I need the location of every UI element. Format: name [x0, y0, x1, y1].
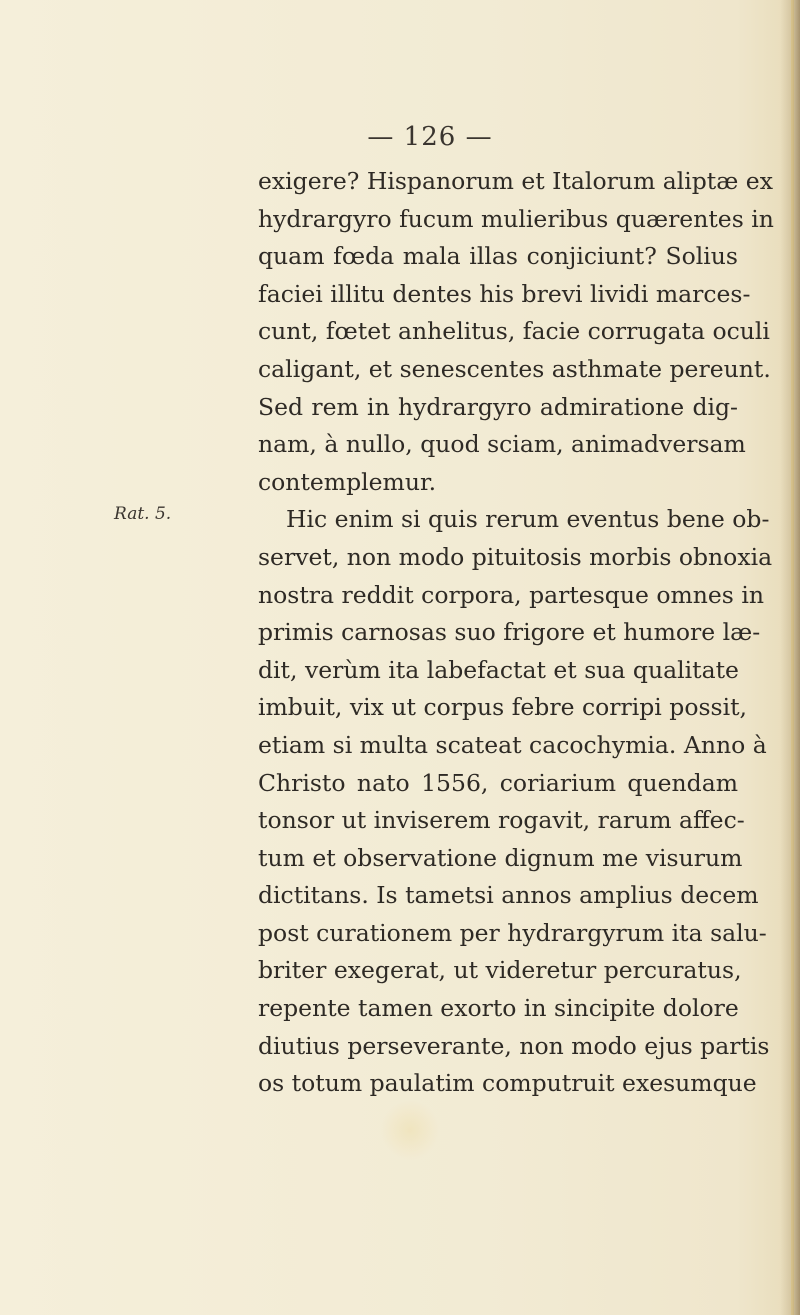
text-line: nam, à nullo, quod sciam, animadversam — [258, 430, 746, 459]
text-line: post curationem per hydrargyrum ita salu- — [258, 918, 767, 947]
text-line: faciei illitu dentes his brevi lividi marces- — [258, 279, 751, 308]
text-line: os totum paulatim computruit exesumque — [258, 1069, 757, 1098]
text-line: cunt, fœtet anhelitus, facie corrugata oculi — [258, 317, 770, 346]
text-line: dit, verùm ita labefactat et sua qualitate — [258, 655, 739, 684]
text-line: briter exegerat, ut videretur percuratus, — [258, 956, 742, 985]
text-line: caligant, et senescentes asthmate pereunt. — [258, 354, 771, 383]
text-line: Christo nato 1556, coriarium quendam — [258, 768, 738, 797]
text-line: dictitans. Is tametsi annos amplius decem — [258, 881, 759, 910]
text-line: repente tamen exorto in sincipite dolore — [258, 994, 739, 1023]
text-line: contemplemur. — [258, 467, 437, 496]
text-line: exigere? Hispanorum et Italorum aliptæ ex — [258, 167, 773, 195]
text-line: diutius perseverante, non modo ejus partis — [258, 1031, 770, 1060]
text-line: Sed rem in hydrargyro admiratione dig- — [258, 392, 738, 421]
margin-note: Rat. 5. — [114, 504, 172, 524]
page-edge-shadow — [780, 0, 800, 1315]
text-line: servet, non modo pituitosis morbis obnoxia — [258, 542, 773, 571]
body-text — [258, 163, 774, 1103]
page-header — [0, 122, 800, 152]
text-line: tum et observatione dignum me visurum — [258, 843, 743, 872]
paragraph-start-line: Hic enim si quis rerum eventus bene ob- — [286, 505, 770, 534]
text-line: imbuit, vix ut corpus febre corripi possit, — [258, 693, 748, 722]
text-line: quam fœda mala illas conjiciunt? Solius — [258, 242, 738, 271]
text-line: tonsor ut inviserem rogavit, rarum affec- — [258, 806, 745, 835]
text-line: primis carnosas suo frigore et humore læ- — [258, 618, 761, 647]
text-line: hydrargyro fucum mulieribus quærentes in — [258, 204, 774, 233]
text-line: nostra reddit corpora, partesque omnes in — [258, 580, 764, 609]
page-number: — 126 — — [367, 122, 493, 152]
text-line: etiam si multa scateat cacochymia. Anno à — [258, 730, 767, 759]
paper-stain — [380, 1100, 440, 1160]
